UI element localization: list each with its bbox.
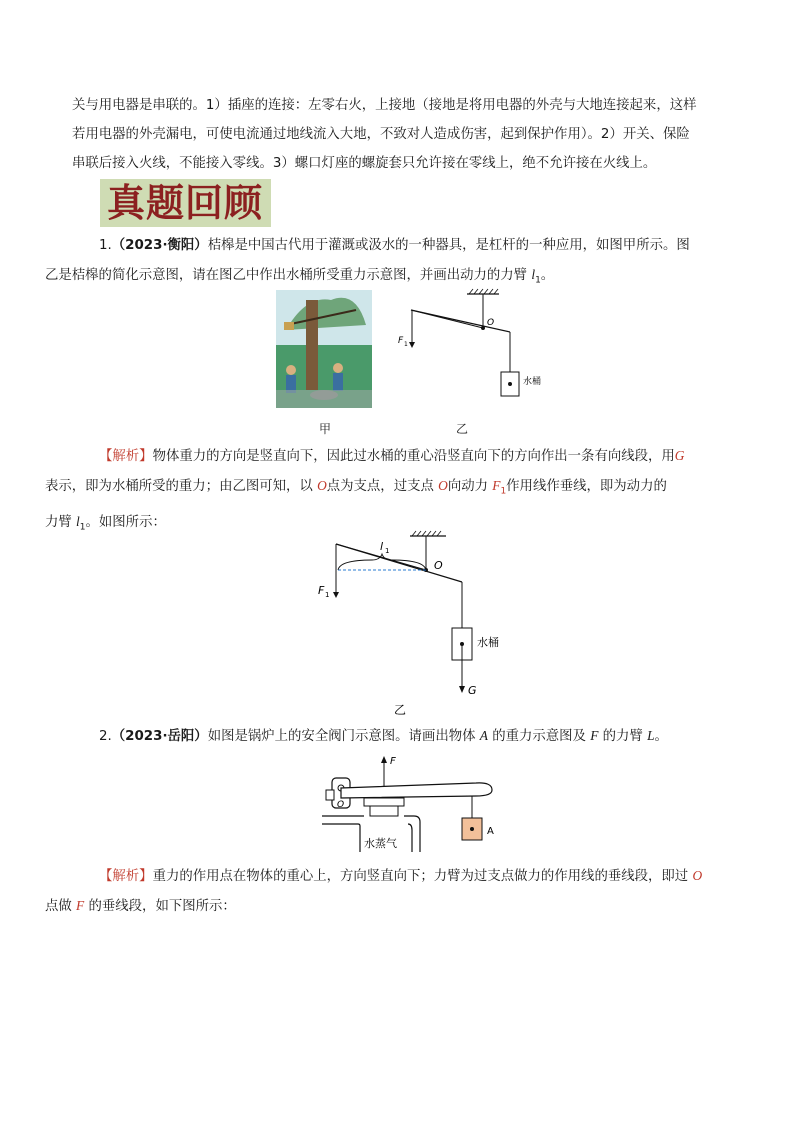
label-bucket: 水桶 (523, 377, 542, 387)
figure-caption: 乙 (394, 703, 407, 716)
figure-jia-illustration (276, 290, 372, 408)
answer-1-diagram (312, 530, 522, 716)
var-l: l (531, 267, 536, 282)
question-number: 1. (99, 238, 112, 253)
label-F: F (318, 584, 325, 597)
sub-1: 1 (535, 275, 541, 286)
intro-paragraph (72, 91, 722, 178)
answer-tag: 【解析】 (99, 869, 153, 884)
var-F: F (590, 728, 599, 743)
answer-text: 点做 (45, 899, 77, 914)
answer-text: 点为支点，过支点 (326, 479, 439, 494)
question-text: 。 (654, 729, 668, 744)
var-A: A (479, 728, 488, 743)
question-2 (72, 721, 722, 751)
intro-line: 串联后接入火线，不能接入零线。3）螺口灯座的螺旋套只允许接在零线上，绝不允许接在火线上。 (72, 156, 657, 171)
label-O: O (337, 800, 345, 810)
label-O: O (487, 318, 495, 328)
var-O: O (317, 478, 327, 493)
answer-text: 。如图所示： (85, 514, 166, 530)
answer-text: 表示，即为水桶所受的重力；由乙图可知，以 (45, 479, 318, 494)
question-source: （2023·衡阳） (111, 238, 208, 253)
figure-caption: 乙 (456, 422, 469, 436)
var-F: F (76, 898, 85, 913)
label-O: O (434, 559, 443, 572)
answer-text: 重力的作用点在物体的重心上，方向竖直向下；力臂为过支点做力的作用线的垂线段，即过 (152, 869, 693, 884)
answer-text: 的垂线段，如下图所示： (84, 899, 236, 914)
question-text: 乙是桔槔的简化示意图，请在图乙中作出水桶所受重力示意图，并画出动力的力臂 (45, 268, 532, 283)
var-O: O (692, 868, 703, 883)
question-1 (45, 231, 722, 296)
var-O: O (438, 478, 448, 493)
question-text: 如图是锅炉上的安全阀门示意图。请画出物体 (207, 729, 480, 744)
section-banner (100, 179, 271, 227)
answer-text: 力臂 (45, 514, 77, 530)
label-F-sub: 1 (325, 591, 330, 599)
answer-text: 物体重力的方向是竖直向下，因此过水桶的重心沿竖直向下的方向作出一条有向线段，用 (152, 449, 675, 464)
label-l: l (380, 540, 384, 553)
answer-tag: 【解析】 (99, 449, 153, 464)
intro-line: 若用电器的外壳漏电，可使电流通过地线流入大地，不致对人造成伤害，起到保护作用）。2）开关、保险 (72, 127, 690, 142)
question-text: 的力臂 (598, 729, 648, 744)
label-F: F (398, 336, 404, 346)
var-G: G (674, 448, 685, 463)
period: 。 (540, 268, 555, 283)
section-title: 真题回顾 (107, 180, 264, 225)
label-steam: 水蒸气 (364, 837, 397, 850)
answer-1 (45, 441, 722, 542)
label-F-sub: 1 (404, 341, 408, 348)
label-G: G (468, 684, 477, 697)
intro-line: 关与用电器是串联的。1）插座的连接：左零右火，上接地（接地是将用电器的外壳与大地连接起来，这样 (72, 98, 697, 113)
question-text: 的重力示意图及 (487, 729, 591, 744)
var-F: F (492, 478, 501, 493)
figure-caption: 甲 (319, 422, 332, 436)
var-l: l (76, 513, 80, 529)
figure-yi-diagram (395, 288, 545, 412)
safety-valve-diagram (320, 752, 500, 852)
sub-1: 1 (500, 486, 507, 497)
sub-1: 1 (79, 522, 86, 533)
answer-text: 向动力 (447, 479, 493, 494)
label-A: A (487, 826, 494, 837)
label-l-sub: 1 (385, 547, 390, 555)
label-F: F (390, 756, 396, 767)
question-number: 2. (99, 729, 112, 744)
question-text: 桔槔是中国古代用于灌溉或汲水的一种器具，是杠杆的一种应用，如图甲所示。图 (207, 238, 690, 253)
label-bucket: 水桶 (477, 636, 499, 649)
answer-text: 作用线作垂线，即为动力的 (506, 479, 667, 494)
question-source: （2023·岳阳） (111, 729, 208, 744)
var-L: L (647, 728, 655, 743)
answer-2 (45, 861, 722, 921)
